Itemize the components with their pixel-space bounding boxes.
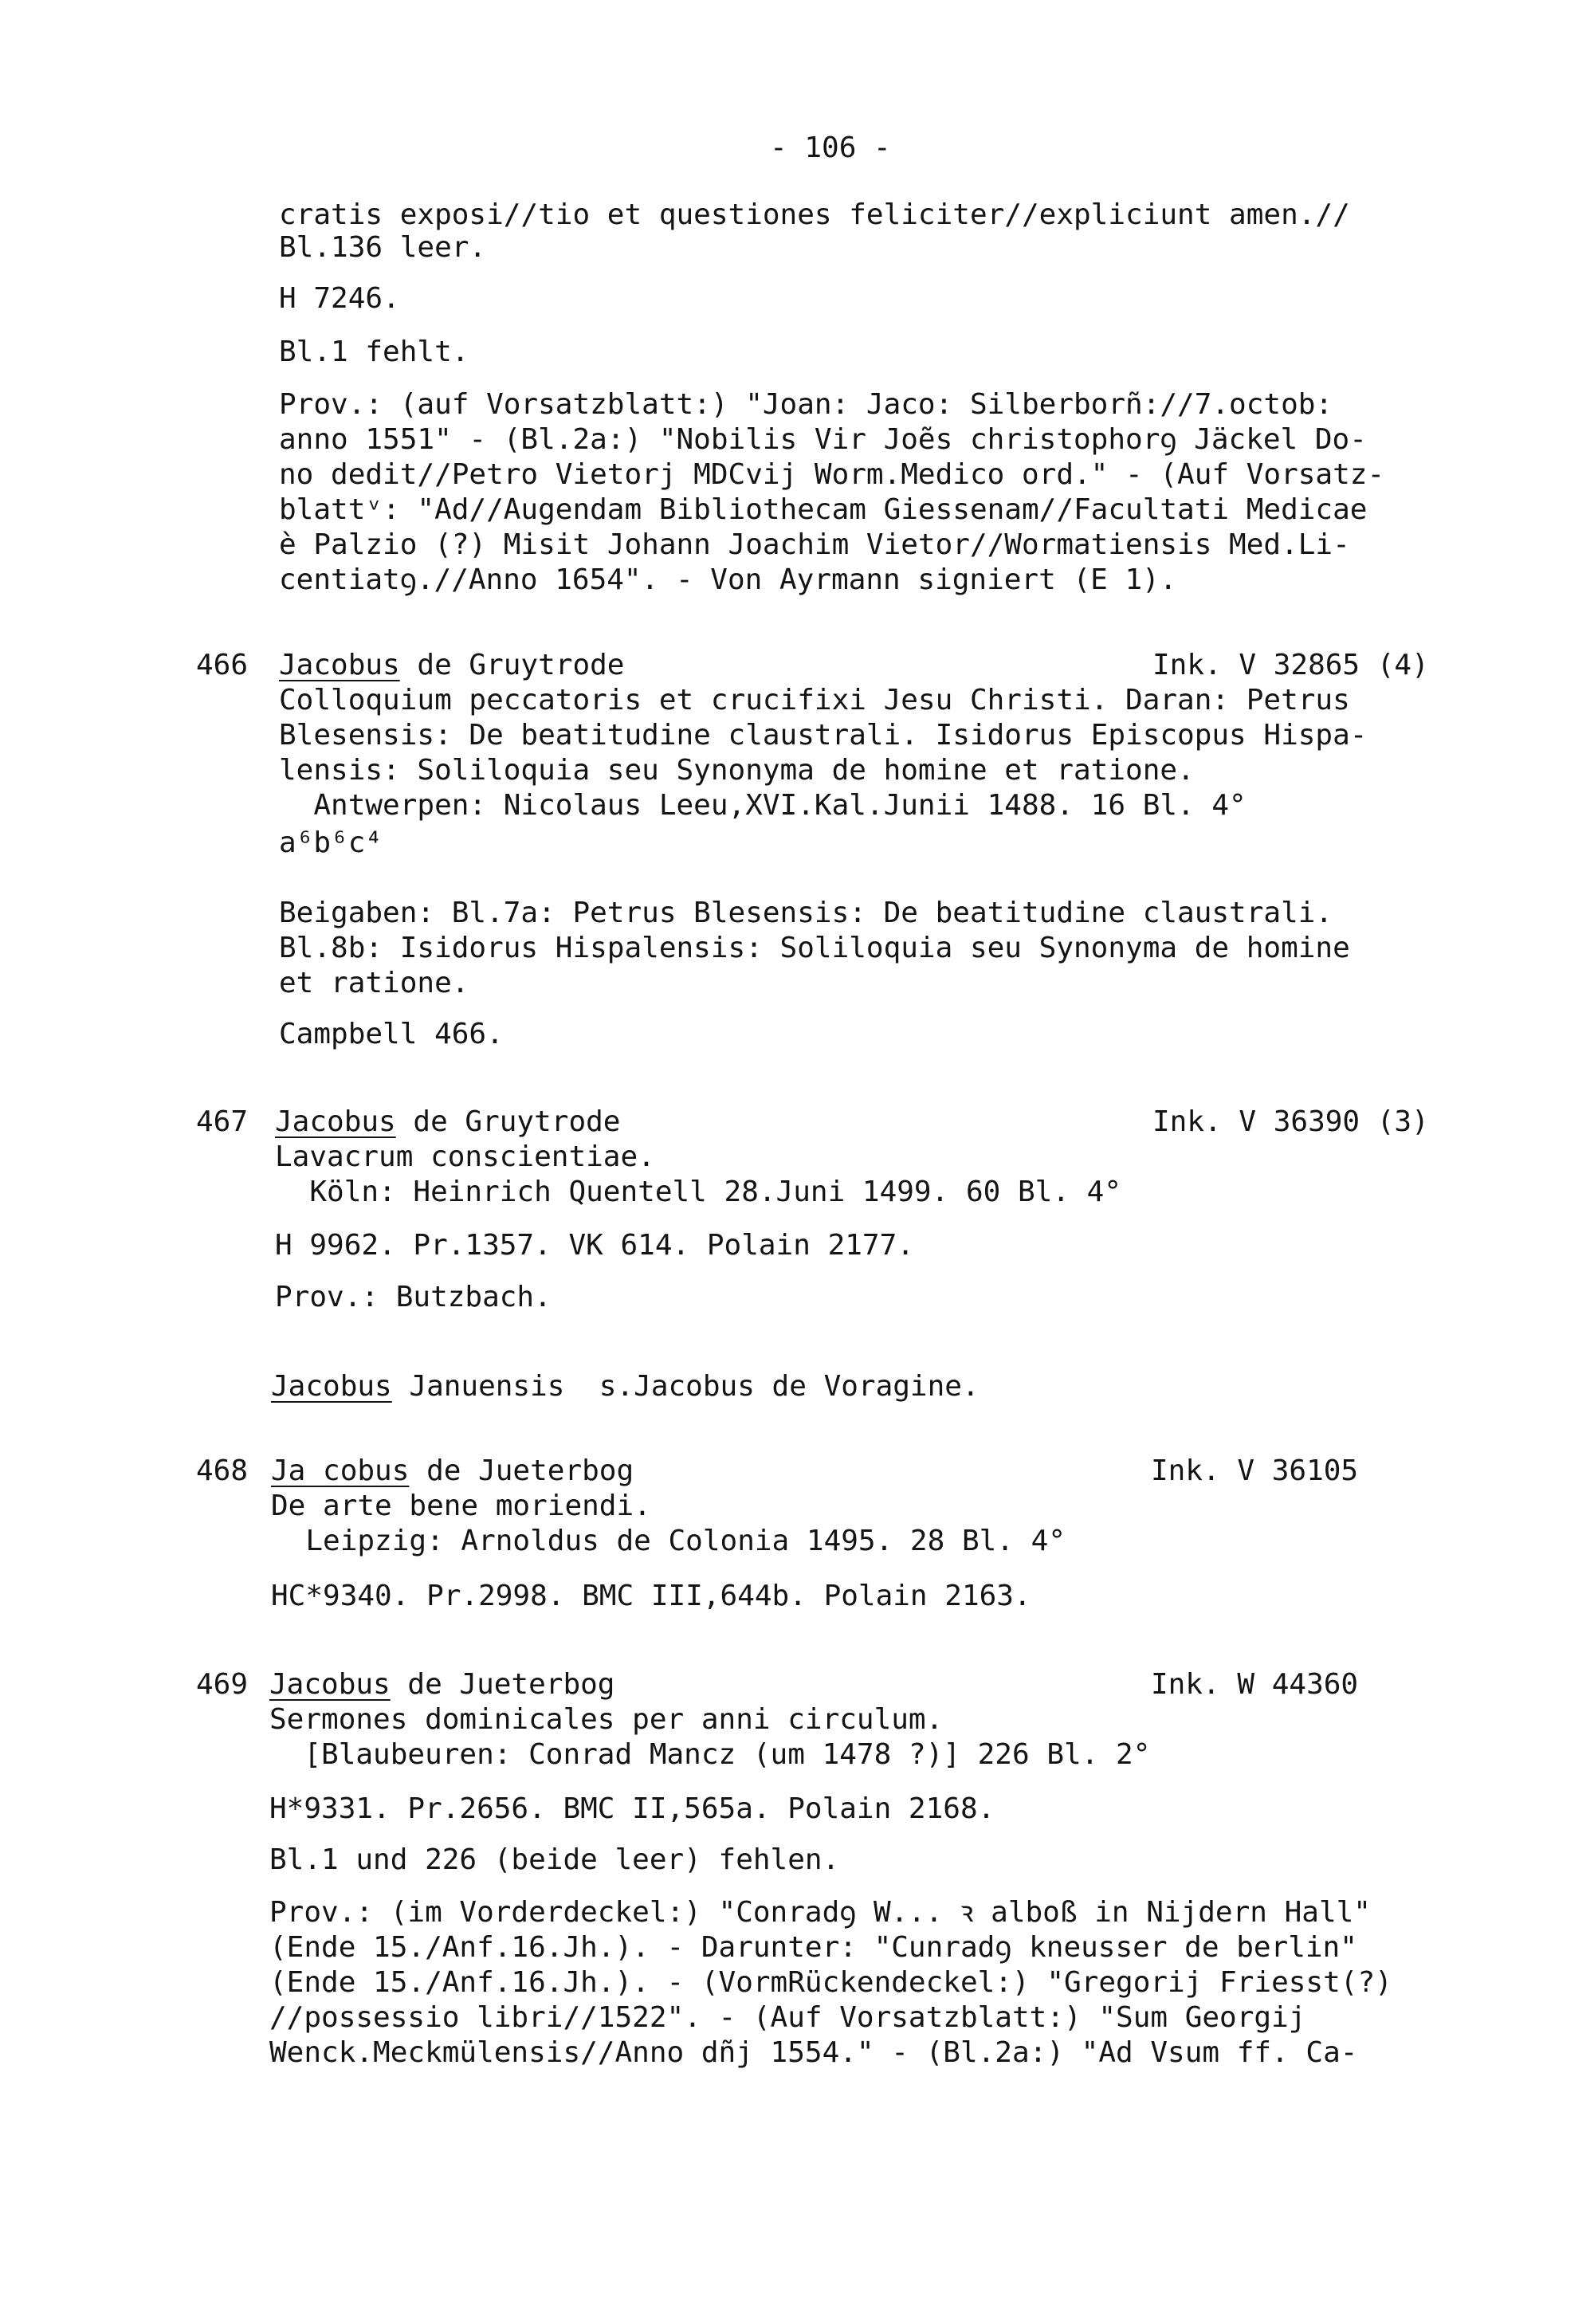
text-line: Colloquium peccatoris et crucifixi Jesu Christi. Daran: Petrus [279, 684, 1350, 716]
text-line: cratis exposi//tio et questiones feliciter//expliciunt amen.// [279, 198, 1350, 231]
imprint-line: Leipzig: Arnoldus de Colonia 1495. 28 Bl. 4° [271, 1525, 1066, 1557]
text-line: Bl.1 und 226 (beide leer) fehlen. [269, 1843, 840, 1876]
author-name: Jacobus [279, 649, 400, 681]
entry-heading [271, 1454, 634, 1487]
text-line: centiatꝯ.//Anno 1654". - Von Ayrmann signiert (E 1). [279, 563, 1177, 596]
entry-number: 467 [196, 1105, 249, 1138]
entry-number: 469 [196, 1668, 249, 1701]
text-line: Prov.: (im Vorderdeckel:) "Conradꝯ W... ꝛ alboß in Nijdern Hall" [269, 1896, 1371, 1929]
text-line: Prov.: Butzbach. [275, 1281, 552, 1313]
entry-heading [269, 1670, 614, 1699]
author-rest: de Jueterbog [409, 1454, 634, 1487]
imprint-line: [Blaubeuren: Conrad Mancz (um 1478 ?)] 226 Bl. 2° [269, 1738, 1151, 1771]
author-name: Jacobus [269, 1668, 391, 1701]
text-line: blattᵛ: "Ad//Augendam Bibliothecam Giessenam//Facultati Medicae [279, 493, 1368, 526]
text-line: Bl.136 leer. [279, 231, 487, 264]
author-rest: de Gruytrode [395, 1105, 621, 1138]
text-line: Lavacrum conscientiae. [275, 1140, 655, 1173]
shelfmark: Ink. W 44360 [1151, 1668, 1359, 1701]
entry-heading [275, 1105, 621, 1138]
text-line: H 9962. Pr.1357. VK 614. Polain 2177. [275, 1229, 914, 1262]
collation-line: a⁶b⁶c⁴ [279, 826, 383, 859]
author-name: Ja cobus [271, 1454, 410, 1487]
text-line: Wenck.Meckmülensis//Anno dñj 1554." - (Bl.2a:) "Ad Vsum ff. Ca- [269, 2036, 1358, 2069]
text-line: anno 1551" - (Bl.2a:) "Nobilis Vir Joẽs christophorꝯ Jäckel Do- [279, 423, 1367, 456]
text-line: Bl.8b: Isidorus Hispalensis: Soliloquia seu Synonyma de homine [279, 932, 1350, 964]
text-line: HC*9340. Pr.2998. BMC III,644b. Polain 2163. [271, 1580, 1031, 1612]
imprint-line: Antwerpen: Nicolaus Leeu,XVI.Kal.Junii 1488. 16 Bl. 4° [279, 789, 1247, 822]
shelfmark: Ink. V 32865 (4) [1152, 649, 1429, 681]
entry-heading [279, 651, 624, 680]
entry-number: 468 [196, 1454, 249, 1487]
text-line: H 7246. [279, 282, 400, 315]
text-line: (Ende 15./Anf.16.Jh.). - Darunter: "Cunradꝯ kneusser de berlin" [269, 1931, 1357, 1964]
text-line: lensis: Soliloquia seu Synonyma de homine et ratione. [279, 754, 1195, 787]
author-name: Jacobus [271, 1370, 392, 1403]
shelfmark: Ink. V 36105 [1151, 1454, 1359, 1487]
page-number: - 106 - [770, 132, 891, 164]
text-line: Prov.: (auf Vorsatzblatt:) "Joan: Jaco: Silberborñ://7.octob: [279, 388, 1333, 421]
text-line: Sermones dominicales per anni circulum. [269, 1703, 944, 1736]
author-rest: de Gruytrode [399, 649, 625, 681]
text-line: Blesensis: De beatitudine claustrali. Isidorus Episcopus Hispa- [279, 719, 1368, 752]
text-line: et ratione. [279, 967, 469, 999]
text-line: Beigaben: Bl.7a: Petrus Blesensis: De beatitudine claustrali. [279, 897, 1333, 929]
text-line: no dedit//Petro Vietorj MDCvij Worm.Medico ord." - (Auf Vorsatz- [279, 458, 1385, 491]
shelfmark: Ink. V 36390 (3) [1152, 1105, 1429, 1138]
text-line: Bl.1 fehlt. [279, 336, 469, 368]
text-line: De arte bene moriendi. [271, 1490, 651, 1522]
text-line: H*9331. Pr.2656. BMC II,565a. Polain 2168. [269, 1792, 995, 1825]
author-name: Jacobus [275, 1105, 396, 1138]
entry-number: 466 [196, 649, 249, 681]
cross-reference [271, 1372, 980, 1401]
text-line: //possessio libri//1522". - (Auf Vorsatzblatt:) "Sum Georgij [269, 2001, 1306, 2034]
text-line: Campbell 466. [279, 1018, 504, 1050]
text-line: (Ende 15./Anf.16.Jh.). - (VormRückendeckel:) "Gregorij Friesst(?) [269, 1966, 1392, 1999]
imprint-line: Köln: Heinrich Quentell 28.Juni 1499. 60 Bl. 4° [275, 1176, 1122, 1208]
text-line: è Palzio (?) Misit Johann Joachim Vietor//Wormatiensis Med.Li- [279, 528, 1350, 561]
reference-text: Januensis s.Jacobus de Voragine. [391, 1370, 980, 1403]
author-rest: de Jueterbog [390, 1668, 615, 1701]
